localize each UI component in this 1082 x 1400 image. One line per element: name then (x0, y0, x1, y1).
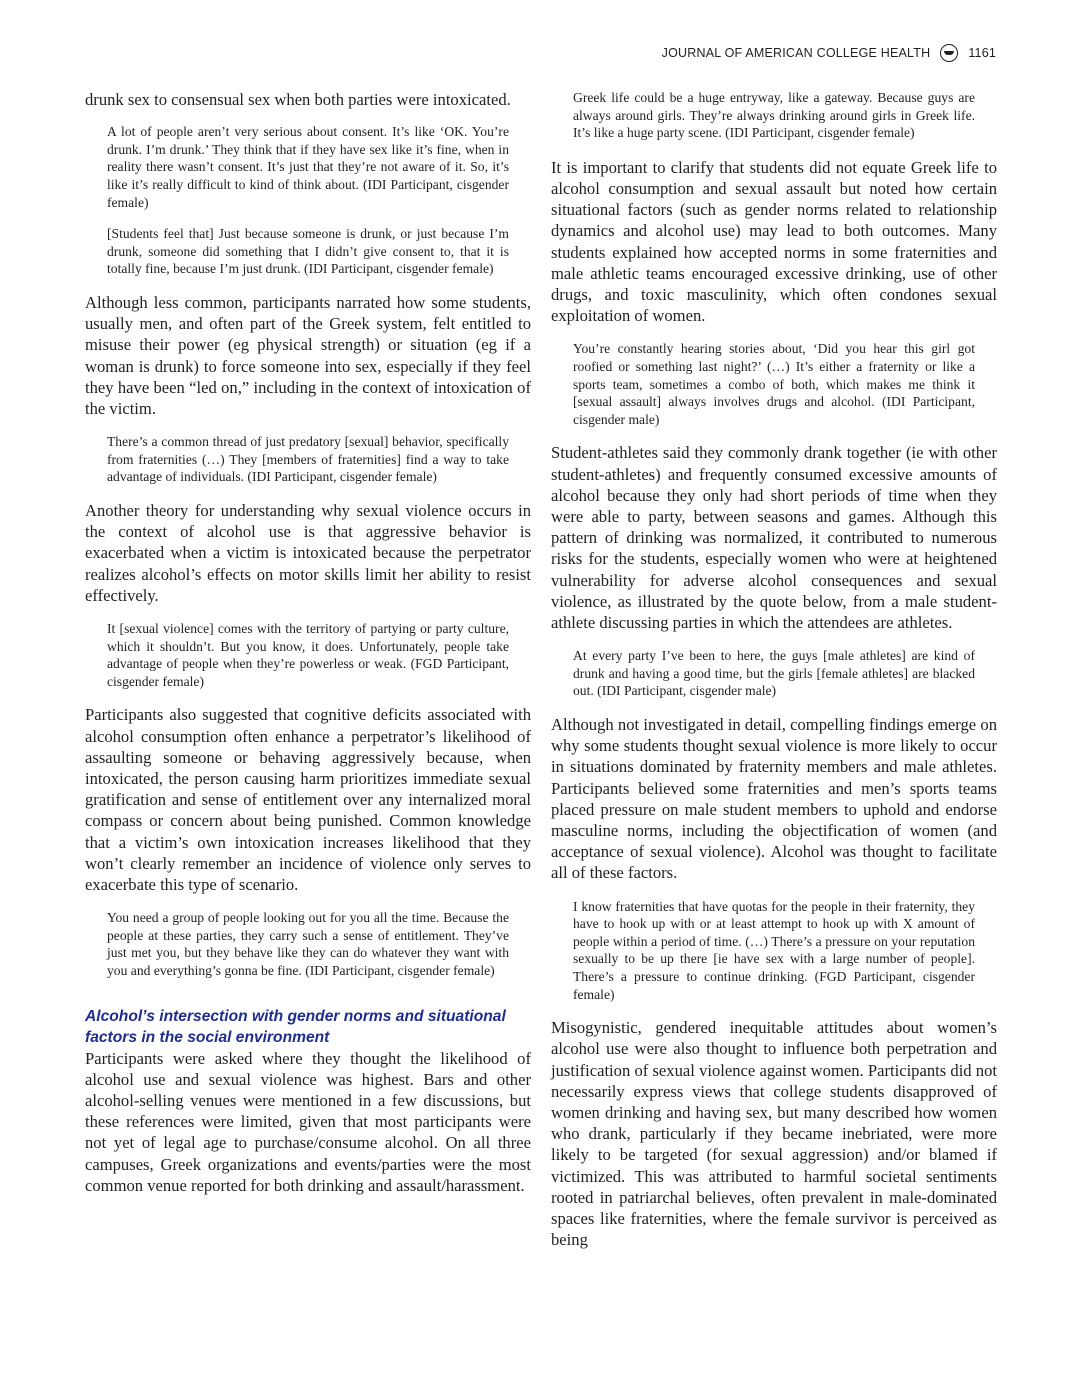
participant-quote: There’s a common thread of just predatory [sexual] behavior, specifically from fraternities (…) They [members of fraternities] find a way to take advantage of individuals. (IDI Participant, cisgender female) (107, 434, 509, 485)
participant-quote: Greek life could be a huge entryway, like a gateway. Because guys are always around girls. They’re always drinking around girls in Greek life. It’s like a huge party scene. (IDI Participant, cisgender female) (573, 90, 975, 141)
participant-quote: It [sexual violence] comes with the territory of partying or party culture, which it shouldn’t. But you know, it does. Unfortunately, people take advantage of people when they’re powerless or weak. (FGD Participant, cisgender female) (107, 620, 509, 689)
left-column (85, 89, 531, 1196)
body-paragraph: Student-athletes said they commonly drank together (ie with other student-athletes) and frequently consumed excessive amounts of alcohol because they only had short periods of time when they were able to party, between seasons and games. Although this pattern of drinking was normalized, it contributed to numerous risks for the students, especially women who were at heightened vulnerability for adverse alcohol consequences and sexual violence, as illustrated by the quote below, from a male student-athlete discussing parties in which the attendees are athletes. (551, 443, 997, 632)
section-heading: Alcohol’s intersection with gender norms and situational factors in the social environment (85, 1007, 506, 1046)
body-paragraph: Participants also suggested that cognitive deficits associated with alcohol consumption often enhance a perpetrator’s likelihood of assaulting someone or behaving aggressively because, when intoxicated, the person causing harm prioritizes immediate sexual gratification and sense of entitlement over any internalized moral compass or concern about being punished. Common knowledge that a victim’s own intoxication increases likelihood that they won’t clearly remember an incidence of violence only serves to exacerbate this type of scenario. (85, 705, 531, 894)
body-paragraph: Although less common, participants narrated how some students, usually men, and often part of the Greek system, felt entitled to misuse their power (eg physical strength) or situation (eg if a woman is drunk) to force someone into sex, especially if they feel they have been “led on,” including in the context of intoxication of the victim. (85, 292, 531, 418)
page-number: 1161 (968, 46, 996, 60)
body-paragraph: Another theory for understanding why sexual violence occurs in the context of alcohol use is that aggressive behavior is exacerbated when a victim is intoxicated because the perpetrator realizes alcohol’s effects on motor skills limit her ability to resist effectively. (85, 500, 531, 605)
journal-logo-icon (940, 44, 958, 62)
participant-quote: A lot of people aren’t very serious about consent. It’s like ‘OK. You’re drunk. I’m drunk.’ They think that if they have sex like it’s fine, when in reality there wasn’t consent. It’s just that they’re not aware of it. So, it’s like it’s really difficult to kind of think about. (IDI Participant, cisgender female) (107, 124, 509, 210)
body-paragraph: Although not investigated in detail, compelling findings emerge on why some students thought sexual violence is more likely to occur in situations dominated by fraternity members and male athletes. Participants believed some fraternities and men’s sports teams placed pressure on male student members to uphold and endorse masculine norms, including the objectification of women (and acceptance of sexual violence). Alcohol was thought to facilitate all of these factors. (551, 714, 997, 883)
participant-quote: You need a group of people looking out for you all the time. Because the people at these parties, they carry such a sense of entitlement. They’ve just met you, but they behave like they can do whatever they want with you and everything’s gonna be fine. (IDI Participant, cisgender female) (107, 910, 509, 978)
participant-quote: I know fraternities that have quotas for the people in their fraternity, they have to hook up with or at least attempt to hook up with X amount of people within a period of time. (…) There’s a pressure on your reputation sexually to be up there [ie have sex with a large number of people]. There’s a pressure to continue drinking. (FGD Participant, cisgender female) (573, 898, 975, 1002)
participant-quote: At every party I’ve been to here, the guys [male athletes] are kind of drunk and having a good time, but the girls [female athletes] are blacked out. (IDI Participant, cisgender male) (573, 648, 975, 699)
running-head (662, 44, 996, 62)
journal-title: JOURNAL OF AMERICAN COLLEGE HEALTH (661, 46, 931, 60)
participant-quote: [Students feel that] Just because someone is drunk, or just because I’m drunk, someone did something that I didn’t give consent to, that it is totally fine, because I’m just drunk. (IDI Participant, cisgender female) (107, 226, 509, 277)
right-column (551, 89, 997, 1250)
participant-quote: You’re constantly hearing stories about, ‘Did you hear this girl got roofied or something last night?’ (…) It’s either a fraternity or like a sports team, sometimes a combo of both, which makes me think it [sexual assault] always involves drugs and alcohol. (IDI Participant, cisgender male) (573, 341, 975, 427)
body-paragraph: Misogynistic, gendered inequitable attitudes about women’s alcohol use were also thought to influence both perpetration and justification of sexual violence against women. Participants did not necessarily express views that college students disapproved of women drinking and having sex, but many described how women who drank, particularly if they became inebriated, were more likely to be targeted (for sexual aggression) and/or blamed if victimized. This was attributed to harmful societal sentiments rooted in patriarchal believes, often prevalent in male-dominated spaces like fraternities, where the female survivor is perceived as being (551, 1018, 997, 1250)
body-paragraph: It is important to clarify that students did not equate Greek life to alcohol consumption and sexual assault but noted how certain situational factors (such as gender norms related to relationship dynamics and alcohol use) may lead to both outcomes. Many students explained how accepted norms in some fraternities and male athletic teams encouraged excessive drinking, use of other drugs, and toxic masculinity, which often condones sexual exploitation of women. (551, 157, 997, 326)
body-paragraph: drunk sex to consensual sex when both parties were intoxicated. (85, 90, 511, 109)
body-paragraph: Participants were asked where they thought the likelihood of alcohol use and sexual violence was highest. Bars and other alcohol-selling venues were mentioned in a few discussions, but these references were limited, given that most participants were not yet of legal age to purchase/consume alcohol. On all three campuses, Greek organizations and events/parties were the most common venue reported for both drinking and assault/harassment. (85, 1048, 531, 1195)
